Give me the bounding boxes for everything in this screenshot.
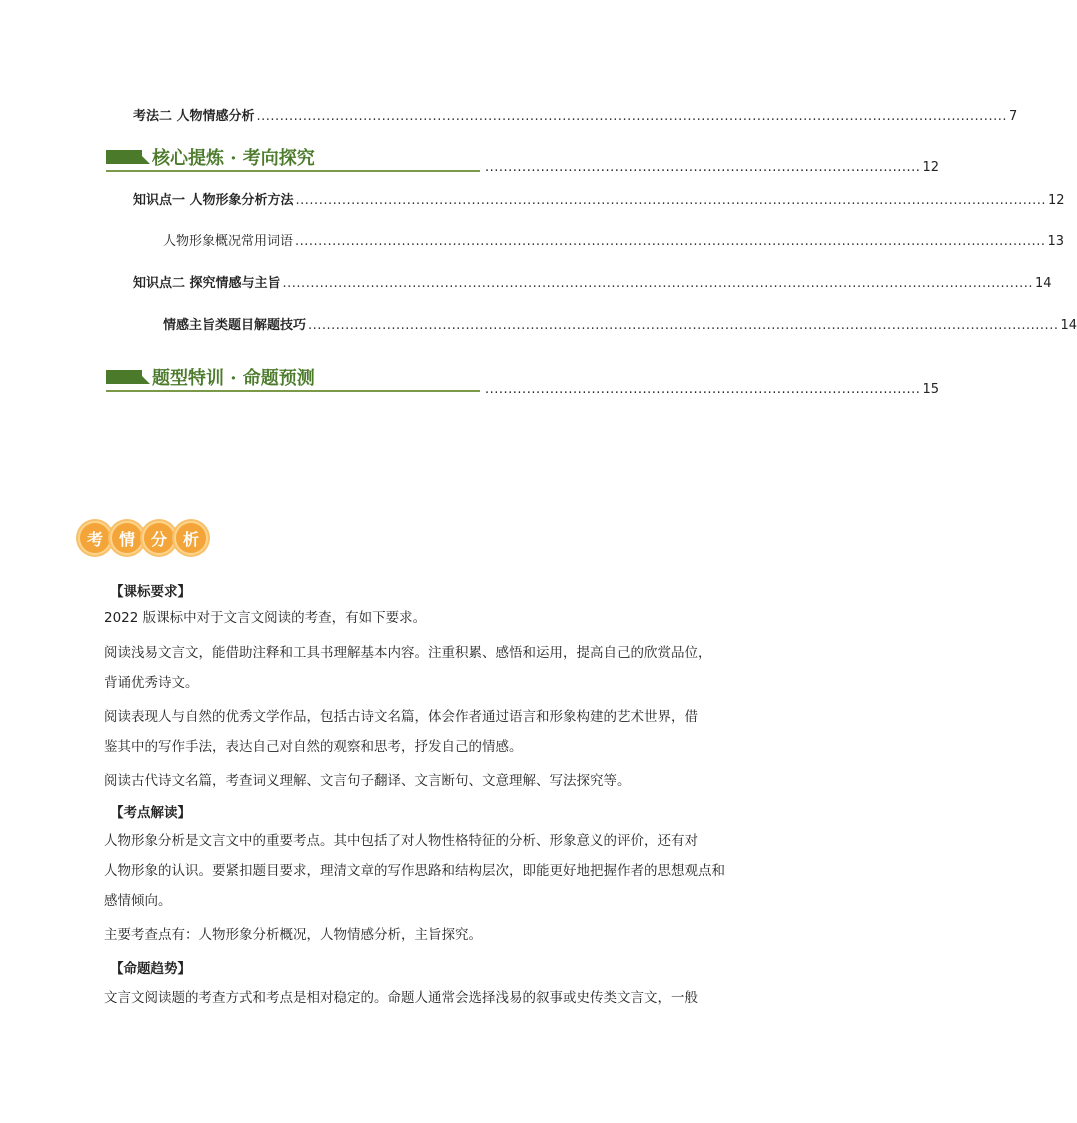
paragraph: 人物形象的认识。要紧扣题目要求，理清文章的写作思路和结构层次，即能更好地把握作者的思想观点和: [104, 863, 725, 879]
toc-item-knowledge-two[interactable]: [133, 276, 1052, 292]
toc-item-page: 12: [1047, 193, 1065, 208]
toc-leader-dots: ..................................................................................................................................................................: [295, 234, 1046, 249]
toc-section-page-number: 15: [922, 382, 939, 397]
section-bar-tip-icon: [136, 150, 150, 164]
toc-section-page-number: 12: [922, 160, 939, 175]
toc-leader-dots: ..................................................................................................................................................................: [282, 276, 1033, 291]
badge-char: 考: [78, 521, 112, 555]
toc-section-core-page: [485, 160, 939, 175]
badge-char: 分: [142, 521, 176, 555]
toc-section-core[interactable]: [106, 146, 480, 174]
toc-leader-dots: ..................................................................................................................................................................: [295, 193, 1046, 208]
toc-item-label: 知识点二 探究情感与主旨: [133, 276, 281, 291]
heading-exam-point-interpretation: 【考点解读】: [110, 805, 191, 821]
paragraph: 人物形象分析是文言文中的重要考点。其中包括了对人物性格特征的分析、形象意义的评价，还有对: [104, 833, 698, 849]
toc-item-page: 13: [1047, 234, 1064, 249]
exam-analysis-badge: [78, 521, 206, 555]
toc-item-page: 14: [1034, 276, 1052, 291]
toc-item-page: 7: [1008, 109, 1018, 124]
toc-leader-dots: ..................................................................................................................................................................: [256, 109, 1007, 124]
section-underline: [106, 170, 480, 172]
badge-char: 情: [110, 521, 144, 555]
toc-item-common-words[interactable]: [163, 234, 1064, 250]
paragraph: 主要考查点有：人物形象分析概况，人物情感分析，主旨探究。: [104, 927, 482, 943]
paragraph: 2022 版课标中对于文言文阅读的考查，有如下要求。: [104, 610, 427, 626]
section-bar-tip-icon: [136, 370, 150, 384]
heading-proposition-trend: 【命题趋势】: [110, 961, 191, 977]
toc-item-method-two[interactable]: [133, 109, 1018, 125]
toc-item-label: 情感主旨类题目解题技巧: [163, 318, 307, 333]
toc-item-skills[interactable]: [163, 318, 1077, 334]
paragraph: 背诵优秀诗文。: [104, 675, 199, 691]
paragraph: 阅读古代诗文名篇，考查词义理解、文言句子翻译、文言断句、文意理解、写法探究等。: [104, 773, 631, 789]
toc-leader-dots: ..............................................................................................: [485, 160, 921, 175]
heading-curriculum-requirements: 【课标要求】: [110, 584, 191, 600]
toc-item-label: 人物形象概况常用词语: [163, 234, 294, 249]
toc-leader-dots: ..................................................................................................................................................................: [308, 318, 1059, 333]
toc-section-practice[interactable]: [106, 366, 480, 394]
paragraph: 感情倾向。: [104, 893, 172, 909]
section-underline: [106, 390, 480, 392]
paragraph: 文言文阅读题的考查方式和考点是相对稳定的。命题人通常会选择浅易的叙事或史传类文言文，一般: [104, 990, 698, 1006]
section-title: 核心提炼 · 考向探究: [152, 148, 315, 169]
badge-char: 析: [174, 521, 208, 555]
paragraph: 阅读表现人与自然的优秀文学作品，包括古诗文名篇，体会作者通过语言和形象构建的艺术世界，借: [104, 709, 698, 725]
toc-item-label: 考法二 人物情感分析: [133, 109, 255, 124]
toc-leader-dots: ..............................................................................................: [485, 382, 921, 397]
paragraph: 阅读浅易文言文，能借助注释和工具书理解基本内容。注重积累、感悟和运用，提高自己的欣赏品位，: [104, 645, 712, 661]
toc-item-page: 14: [1060, 318, 1077, 333]
toc-item-label: 知识点一 人物形象分析方法: [133, 193, 294, 208]
toc-item-knowledge-one[interactable]: [133, 193, 1065, 209]
toc-section-practice-page: [485, 382, 939, 397]
paragraph: 鉴其中的写作手法，表达自己对自然的观察和思考，抒发自己的情感。: [104, 739, 523, 755]
section-title: 题型特训 · 命题预测: [152, 368, 315, 389]
